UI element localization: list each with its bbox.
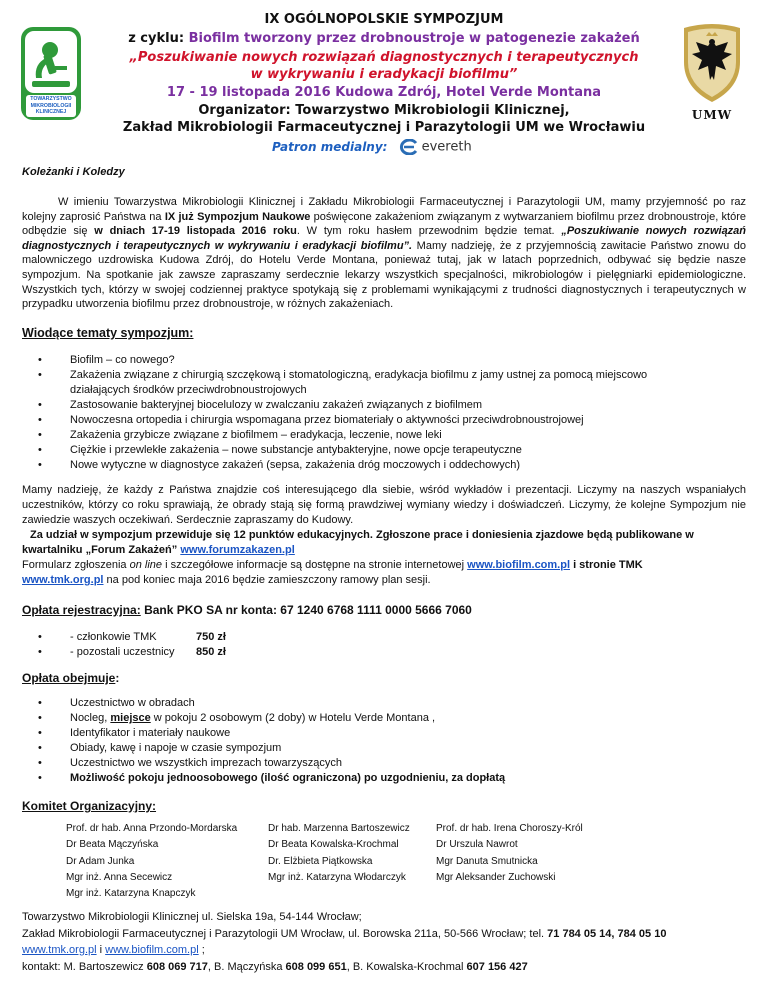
- item-text: Uczestnictwo we wszystkich imprezach towarzyszących: [70, 757, 343, 769]
- fee-heading: [22, 603, 472, 617]
- topic-item: • Zakażenia związane z chirurgią szczękową i stomatologiczną, eradykacja biofilmu z jamy ustnej za pomocą miejscowo działających środków przeciwdrobnoustrojowych: [22, 368, 746, 398]
- organizer-line-1: Organizator: Towarzystwo Mikrobiologii Klinicznej,: [198, 103, 570, 118]
- intro-theme: „Poszukiwanie nowych rozwiązań diagnostycznych i terapeutycznych w wykrywaniu i eradykacji biofilmu”.: [22, 225, 747, 252]
- committee-member: Prof. dr hab. Anna Przondo-Mordarska: [66, 823, 238, 834]
- online-text: on line: [129, 559, 163, 571]
- intro-text-3: . W tym roku hasłem przewodnim będzie temat.: [296, 225, 562, 238]
- intro-text-1: W imieniu Towarzystwa Mikrobiologii Klinicznej i Zakładu Mikrobiologii Farmaceutycznej i Parazytologii UM, mamy przyjemność po raz kolejny zaprosić Państwa na: [22, 196, 746, 223]
- committee-member: Dr Urszula Nawrot: [436, 839, 518, 851]
- topic-item: • Nowe wytyczne w diagnostyce zakażeń (sepsa, zakażenia dróg moczowych i oddechowych): [22, 458, 746, 473]
- footer-semicolon: ;: [198, 944, 205, 956]
- registration-paragraph: [22, 558, 746, 588]
- cycle-title: Biofilm tworzony przez drobnoustroje w patogenezie zakażeń: [188, 31, 640, 46]
- greeting: Koleżanki i Koledzy: [22, 166, 125, 178]
- slogan-line-1: „Poszukiwanie nowych rozwiązań diagnostycznych i terapeutycznych: [129, 50, 639, 65]
- closing-text: Mamy nadzieję, że każdy z Państwa znajdzie coś interesującego dla siebie, wśród wykładów i prezentacji. Liczymy na naszych wspaniałych uczestników, którzy co roku sprawiają, że obrady stają się formą prawdziwej wymiany wiedzy i doświadczeń. Liczymy, że kolejne Sympozjum nie zawiedzie waszych oczekiwań. Serdecznie zapraszamy do Kudowy.: [22, 484, 746, 526]
- committee-member: Mgr inż. Katarzyna Knapczyk: [66, 888, 196, 900]
- includes-item: [22, 741, 746, 756]
- intro-bold-2: w dniach 17-19 listopada 2016 roku: [94, 225, 297, 238]
- fee-row-amount: 850 zł: [196, 646, 226, 658]
- includes-item: [22, 771, 746, 786]
- credits-paragraph: [22, 528, 746, 558]
- includes-list: [22, 696, 746, 786]
- topic-item: • Ciężkie i przewlekłe zakażenia – nowe substancje antybakteryjne, nowe opcje terapeutyczne: [22, 443, 746, 458]
- fee-row-label: - pozostali uczestnicy: [70, 646, 175, 658]
- item-emph: Możliwość pokoju jednoosobowego (ilość ograniczona) po uzgodnieniu, za dopłatą: [70, 772, 506, 784]
- bank-account: Bank PKO SA nr konta: 67 1240 6768 1111 0000 5666 7060: [140, 603, 472, 617]
- fee-label: Opłata rejestracyjna:: [22, 603, 141, 617]
- footer: [22, 909, 752, 975]
- includes-colon: :: [115, 671, 120, 685]
- item-text: Obiady, kawę i napoje w czasie sympozjum: [70, 742, 282, 754]
- patron-row: [272, 139, 472, 157]
- item-text: Nocleg,: [70, 712, 111, 724]
- credits-text: Za udział w sympozjum przewiduje się 12 punktów edukacyjnych. Zgłoszone prace i doniesienia zjazdowe będą publikowane w kwartalniku „Forum Zakażeń”: [22, 529, 694, 556]
- form-info-text: i szczegółowe informacje są dostępne na stronie internetowej: [162, 559, 468, 571]
- contact-phone: 608 069 717: [146, 960, 208, 973]
- biofilm-link[interactable]: www.biofilm.com.pl: [467, 559, 571, 571]
- intro-bold-1: IX już Sympozjum Naukowe: [164, 210, 311, 223]
- committee-col-2: [268, 821, 438, 886]
- fee-row-label: - członkowie TMK: [70, 631, 157, 643]
- cycle-line: [0, 31, 768, 46]
- includes-item: [22, 726, 746, 741]
- evereth-swirl-icon: [399, 139, 419, 155]
- topic-item: • Zakażenia grzybicze związane z biofilmem – eradykacja, leczenie, nowe leki: [22, 428, 746, 443]
- committee-member: Dr Adam Junka: [66, 855, 135, 867]
- committee-member: Dr hab. Marzenna Bartoszewicz: [268, 823, 410, 834]
- intro-paragraph: [22, 195, 746, 312]
- tmk-link[interactable]: www.tmk.org.pl: [22, 574, 104, 586]
- topics-list: [22, 353, 746, 473]
- evereth-brand: evereth: [421, 139, 472, 155]
- committee-member: Prof. dr hab. Irena Choroszy-Król: [436, 823, 583, 834]
- committee-member: Mgr Danuta Smutnicka: [436, 855, 538, 867]
- contact-text: , B. Mączyńska: [207, 960, 286, 973]
- closing-paragraph: [22, 483, 746, 528]
- patron-label: Patron medialny:: [272, 140, 388, 154]
- includes-label: Opłata obejmuje: [22, 671, 116, 685]
- topic-item: • Biofilm – co nowego?: [22, 353, 746, 368]
- committee-member: Mgr inż. Anna Secewicz: [66, 871, 173, 883]
- footer-address-text: Zakład Mikrobiologii Farmaceutycznej i Parazytologii UM Wrocław, ul. Borowska 211a, 50-566 Wrocław; tel.: [22, 927, 548, 940]
- tmk-site-text: i stronie TMK: [570, 559, 643, 571]
- footer-biofilm-link[interactable]: www.biofilm.com.pl: [105, 944, 199, 956]
- includes-item: [22, 711, 746, 726]
- committee-col-3: [436, 821, 606, 886]
- committee-col-1: [66, 821, 266, 902]
- slogan-line-2: w wykrywaniu i eradykacji biofilmu”: [250, 67, 518, 82]
- cycle-prefix: z cyklu:: [128, 31, 189, 46]
- fee-row-amount: 750 zł: [196, 631, 226, 643]
- footer-address-um: [22, 926, 752, 943]
- forumzakazen-link[interactable]: www.forumzakazen.pl: [180, 544, 295, 556]
- item-text-post: w pokoju 2 osobowym (2 doby) w Hotelu Verde Montana ,: [150, 712, 436, 724]
- intro-text-2: poświęcone zakażeniom związanym z wytwarzaniem biofilmu przez drobnoustroje, które odbędzie się: [22, 210, 746, 238]
- symposium-title: IX OGÓLNOPOLSKIE SYMPOZJUM: [264, 12, 504, 27]
- committee-member: Dr Beata Mączyńska: [66, 839, 159, 851]
- plan-text: na pod koniec maja 2016 będzie zamieszczony ramowy plan sesji.: [103, 574, 431, 586]
- item-text: Identyfikator i materiały naukowe: [70, 727, 231, 739]
- contact-text: , B. Kowalska-Krochmal: [346, 960, 467, 973]
- topic-item: • Zastosowanie bakteryjnej biocelulozy w zwalczaniu zakażeń związanych z biofilmem: [22, 398, 746, 413]
- intro-text-4: Mamy nadzieję, że z przyjemnością zawitacie Państwo znowu do malowniczego uzdrowiska Kudowa Zdrój, do Hotelu Verde Montana, ponieważ tutaj, jak w latach poprzednich, odbywać się będzie nasze sympozjum. Na spotkanie jak zawsze zapraszamy serdecznie lekarzy wszystkich specjalności, mikrobiologów i pielęgniarki epidemiologiczne. Wszystkich tych, którzy w swojej codziennej praktyce spotykają się z problemami wynikającymi z trudności diagnostycznych i terapeutycznych w przypadku utworzenia biofilmu przez drobnoustroje, w różnych zakażeniach.: [22, 239, 746, 311]
- umw-logo-text: UMW: [691, 108, 733, 122]
- fee-row: [22, 645, 422, 660]
- includes-item: [22, 756, 746, 771]
- form-text: Formularz zgłoszenia: [22, 559, 130, 571]
- organizer-line-2: Zakład Mikrobiologii Farmaceutycznej i Parazytologii UM we Wrocławiu: [122, 120, 646, 135]
- topic-item: • Nowoczesna ortopedia i chirurgia wspomagana przez biomateriały o aktywności przeciwdrobnoustrojowej: [22, 413, 746, 428]
- contact-phone: 608 099 651: [285, 960, 347, 973]
- date-place: 17 - 19 listopada 2016 Kudowa Zdrój, Hotel Verde Montana: [166, 85, 602, 100]
- contact-phone: 607 156 427: [466, 960, 528, 973]
- includes-heading: [22, 671, 119, 685]
- fee-list: [22, 630, 422, 660]
- item-text: Uczestnictwo w obradach: [70, 697, 195, 709]
- committee-member: Dr. Elżbieta Piątkowska: [268, 855, 373, 867]
- committee-member: Mgr Aleksander Zuchowski: [436, 871, 556, 883]
- footer-address-tmk: Towarzystwo Mikrobiologii Klinicznej ul. Sielska 19a, 54-144 Wrocław;: [22, 911, 362, 923]
- committee-member: Dr Beata Kowalska-Krochmal: [268, 839, 399, 851]
- evereth-logo: [399, 139, 472, 155]
- tmk-logo-text: TOWARZYSTWO MIKROBIOLOGII KLINICZNEJ: [30, 96, 72, 115]
- footer-and: i: [96, 944, 106, 956]
- topics-heading: Wiodące tematy sympozjum:: [22, 326, 194, 340]
- item-emph: miejsce: [110, 712, 151, 724]
- committee-member: Mgr inż. Katarzyna Włodarczyk: [268, 871, 406, 883]
- footer-tmk-link[interactable]: www.tmk.org.pl: [22, 944, 97, 956]
- committee-heading: Komitet Organizacyjny:: [22, 799, 157, 813]
- fee-row: [22, 630, 422, 645]
- contact-text: kontakt: M. Bartoszewicz: [22, 960, 147, 973]
- footer-links: [22, 942, 752, 959]
- footer-phone: 71 784 05 14, 784 05 10: [547, 927, 667, 940]
- includes-item: [22, 696, 746, 711]
- footer-contact: [22, 959, 752, 976]
